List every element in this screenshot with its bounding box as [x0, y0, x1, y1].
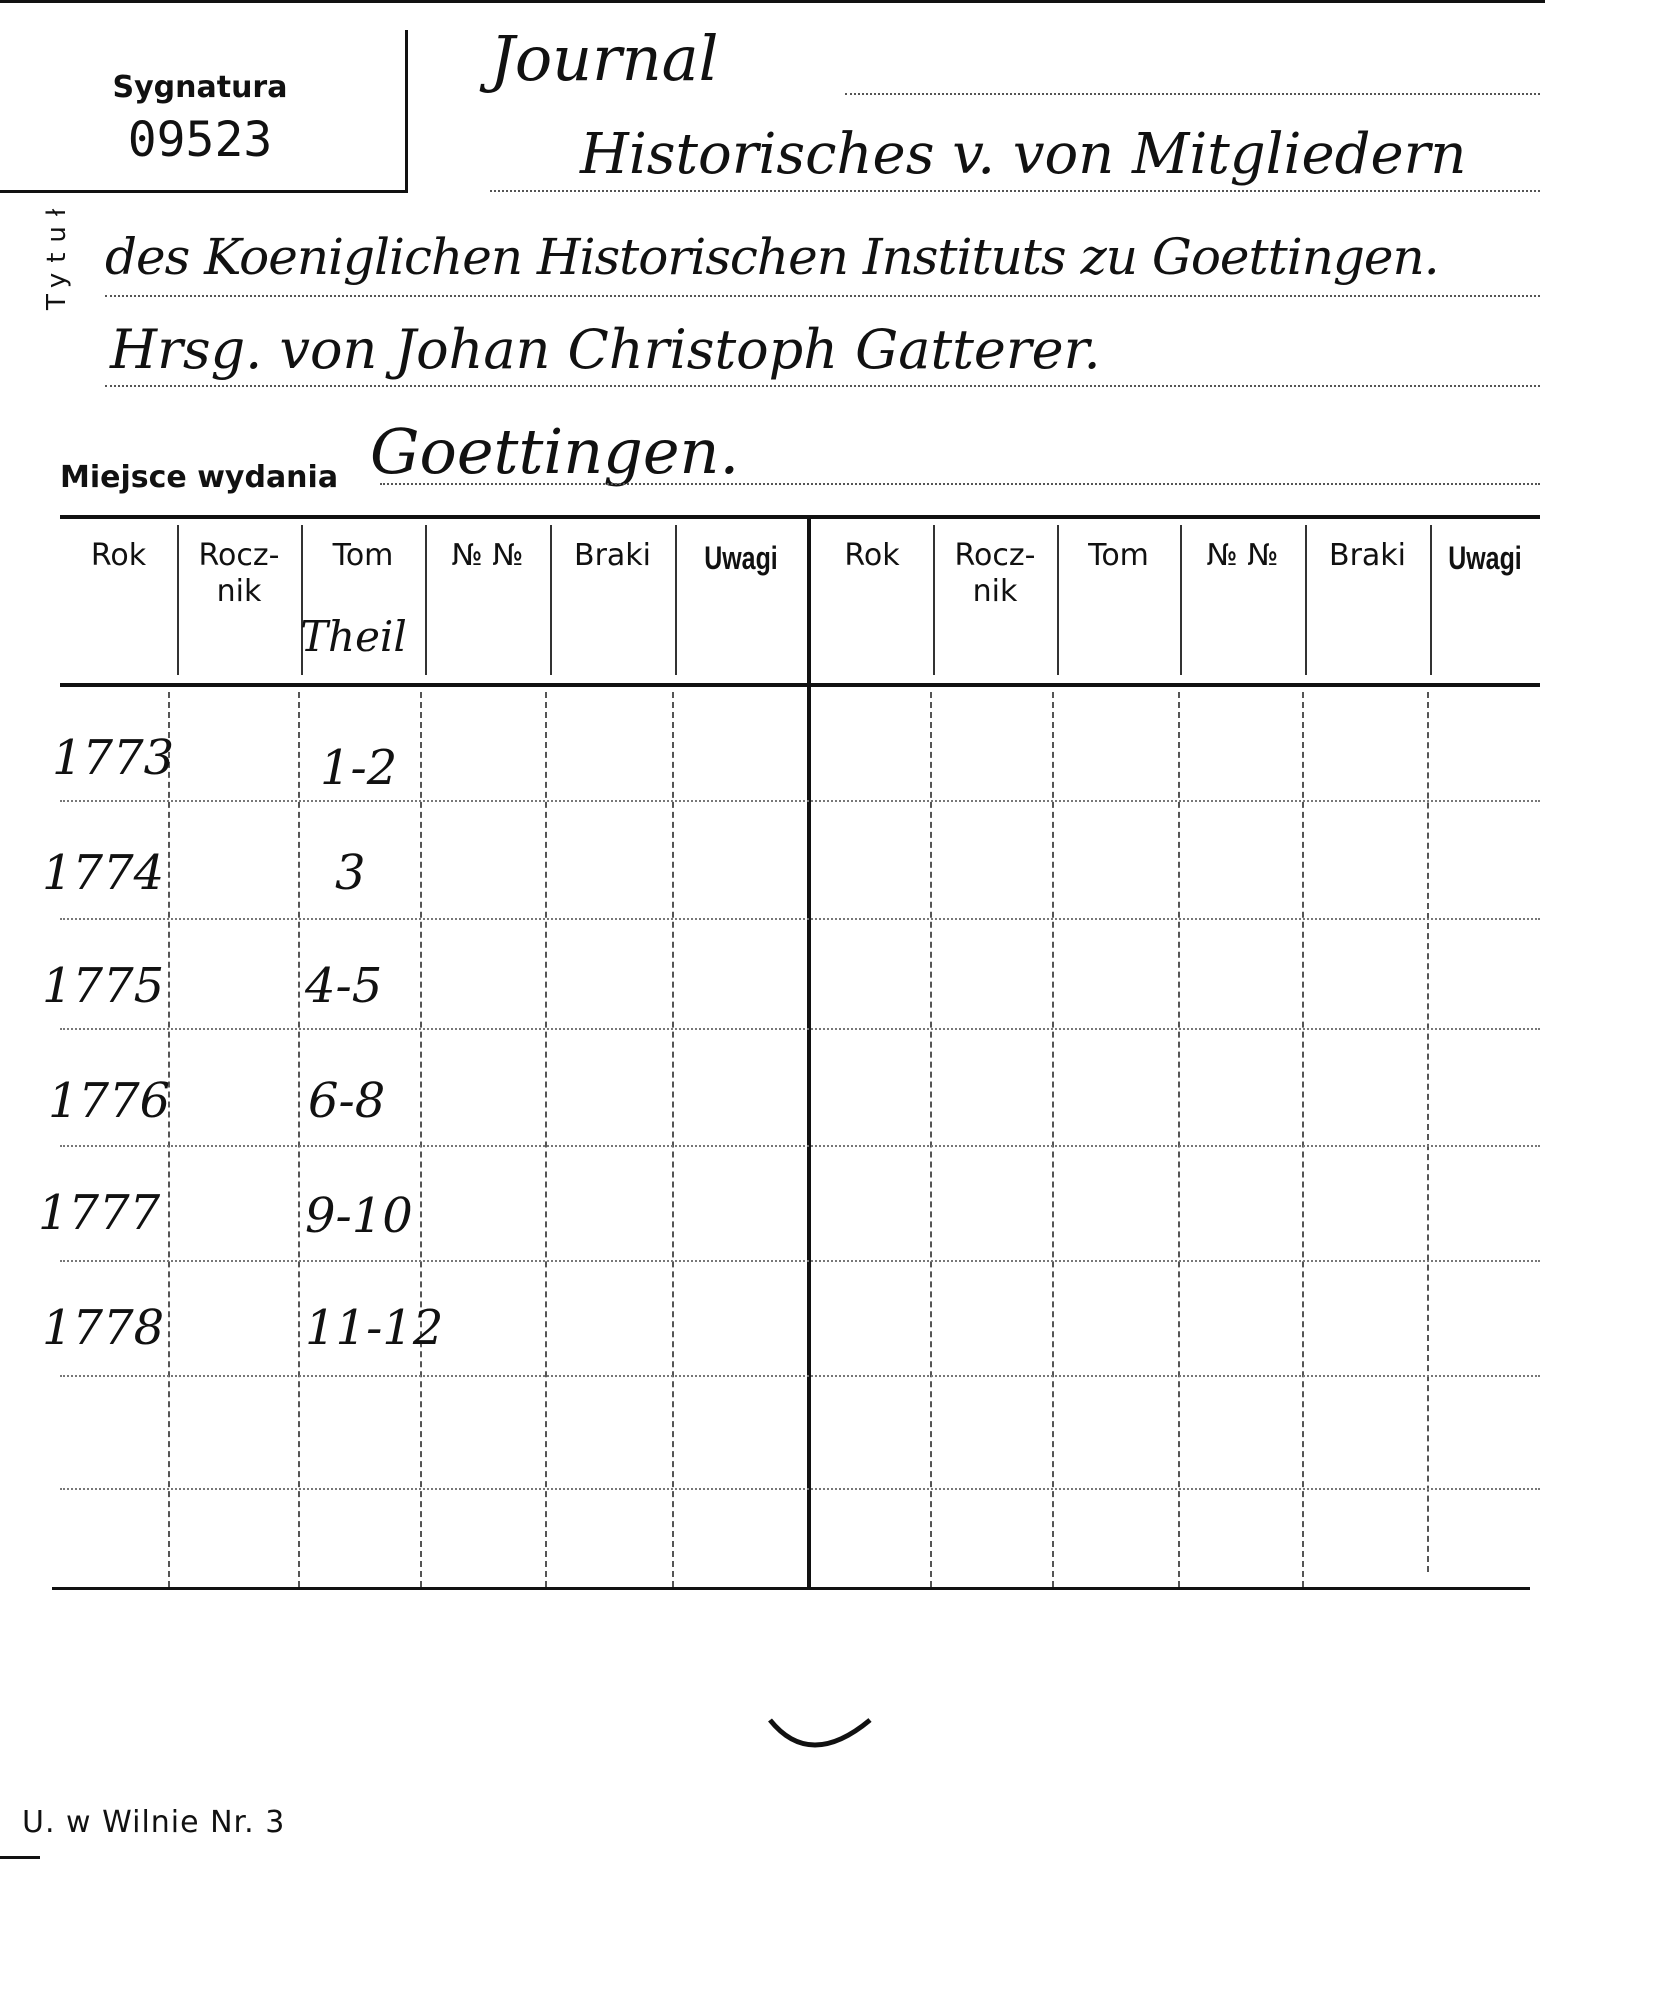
header-uwagi-right: Uwagi	[1448, 540, 1522, 576]
header-numbers-right: № №	[1206, 538, 1279, 573]
row-divider	[60, 1488, 1540, 1490]
row-divider	[60, 1028, 1540, 1030]
row-divider	[60, 1145, 1540, 1147]
table-top-border	[60, 515, 1540, 519]
col-line	[1302, 692, 1304, 1587]
row-4-rok: 1776	[48, 1073, 171, 1129]
col-line	[420, 692, 422, 1587]
title-line-4: Hrsg. von Johan Christoph Gatterer.	[110, 318, 1101, 381]
row-divider	[60, 1260, 1540, 1262]
col-line	[545, 692, 547, 1587]
row-2-rok: 1774	[42, 845, 165, 901]
footer-text: U. w Wilnie Nr. 3	[22, 1805, 286, 1840]
row-divider	[60, 918, 1540, 920]
title-line-1: Journal	[490, 22, 719, 95]
row-divider	[60, 1375, 1540, 1377]
row-3-tom: 4-5	[305, 958, 383, 1014]
col-line	[168, 692, 170, 1587]
header-rok: Rok	[90, 538, 147, 573]
row-3-rok: 1775	[42, 958, 165, 1014]
title-dotted-line-4	[105, 385, 1540, 387]
header-rocznik: Rocz- nik	[198, 538, 280, 609]
row-6-rok: 1778	[42, 1300, 165, 1356]
row-1-rok: 1773	[52, 730, 175, 786]
title-line-2: Historisches v. von Mitgliedern	[580, 122, 1467, 187]
col-line	[1430, 525, 1432, 675]
header-rok-right: Rok	[844, 538, 900, 573]
signature-label: Sygnatura	[112, 70, 288, 105]
title-vertical-label: Tytuł	[42, 198, 72, 310]
title-dotted-line-1	[845, 93, 1540, 95]
header-tom-subheader: Theil	[300, 612, 407, 661]
header-tom: Tom	[332, 538, 394, 573]
col-line	[1178, 692, 1180, 1587]
title-line-3: des Koeniglichen Historischen Instituts zu Goettingen.	[105, 228, 1439, 286]
punch-hole-mark	[730, 1680, 890, 1760]
place-label: Miejsce wydania	[60, 460, 339, 495]
row-4-tom: 6-8	[308, 1073, 386, 1129]
signature-box	[0, 30, 408, 193]
row-1-tom: 1-2	[320, 740, 398, 796]
title-dotted-line-2	[490, 190, 1540, 192]
col-line	[298, 692, 300, 1587]
header-uwagi: Uwagi	[704, 540, 778, 576]
footer-edge-mark	[0, 1856, 40, 1859]
signature-number: 09523	[127, 112, 273, 168]
table-header-bottom-border	[60, 683, 1540, 687]
row-5-rok: 1777	[38, 1185, 161, 1241]
header-tom-right: Tom	[1088, 538, 1149, 573]
row-2-tom: 3	[335, 845, 366, 901]
col-line	[675, 525, 677, 675]
col-line	[930, 692, 932, 1587]
col-line	[672, 692, 674, 1587]
header-rocznik-right: Rocz- nik	[954, 538, 1036, 609]
top-border	[0, 0, 1545, 3]
row-divider	[60, 800, 1540, 802]
row-5-tom: 9-10	[305, 1188, 413, 1244]
col-line	[1427, 692, 1429, 1572]
place-value: Goettingen.	[370, 415, 740, 488]
header-numbers: № №	[451, 538, 524, 573]
table-center-divider	[807, 519, 811, 1589]
place-dotted-line	[380, 483, 1540, 485]
title-dotted-line-3	[105, 295, 1540, 297]
row-6-tom: 11-12	[305, 1300, 444, 1356]
col-line	[1052, 692, 1054, 1587]
header-braki: Braki	[573, 538, 651, 573]
header-braki-right: Braki	[1328, 538, 1406, 573]
table-bottom-border	[52, 1587, 1530, 1590]
